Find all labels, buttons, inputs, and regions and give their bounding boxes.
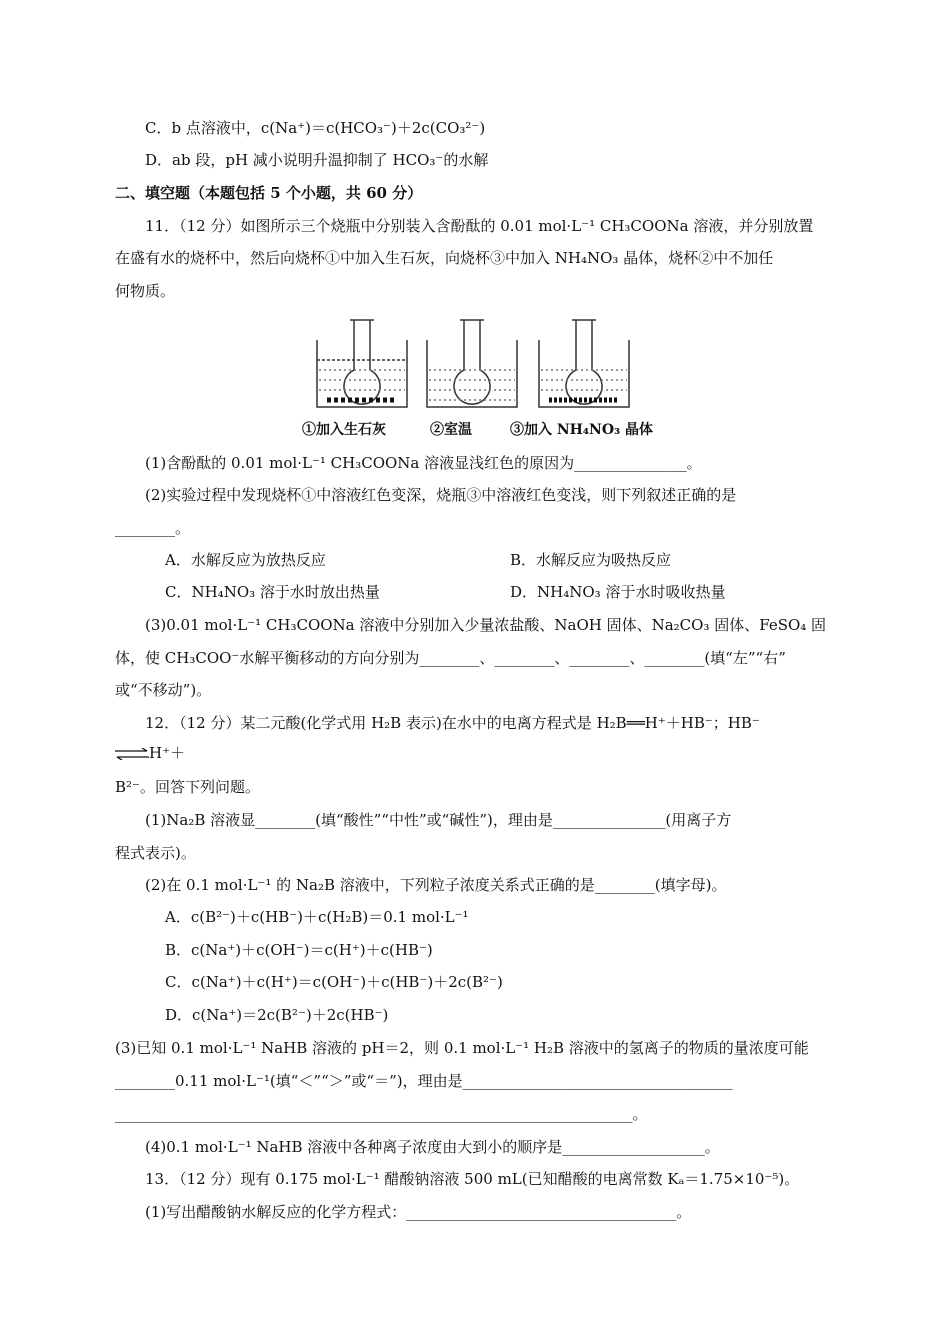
beaker-1 (317, 320, 407, 407)
q12-2-option-d: D．c(Na⁺)＝2c(B²⁻)＋2c(HB⁻) (165, 1006, 389, 1024)
q11-3-line-1: (3)0.01 mol·L⁻¹ CH₃COONa 溶液中分别加入少量浓盐酸、NaOH 固体、Na₂CO₃ 固体、FeSO₄ 固 (145, 616, 827, 634)
q12-3-line-2: ________0.11 mol·L⁻¹(填“＜”“＞”或“＝”)，理由是____________________________________ (115, 1072, 733, 1090)
q12-line-2-text: H⁺＋ (149, 744, 185, 762)
q12-2-option-a: A．c(B²⁻)＋c(HB⁻)＋c(H₂B)＝0.1 mol·L⁻¹ (165, 908, 469, 926)
q11-line-1: 11．（12 分）如图所示三个烧瓶中分别装入含酚酞的 0.01 mol·L⁻¹ CH₃COONa 溶液，并分别放置 (145, 217, 814, 235)
q11-2-line-1: (2)实验过程中发现烧杯①中溶液红色变深，烧瓶③中溶液红色变浅，则下列叙述正确的是 (145, 486, 737, 504)
beaker-2 (427, 320, 517, 407)
option-d: D．ab 段，pH 减小说明升温抑制了 HCO₃⁻的水解 (145, 151, 489, 169)
q13-1: (1)写出醋酸钠水解反应的化学方程式：____________________________________。 (145, 1203, 692, 1221)
beaker-figure (302, 315, 672, 440)
caption-2: ②室温 (430, 422, 472, 438)
q11-3-line-3: 或“不移动”)。 (115, 681, 212, 699)
q11-2-option-a: A．水解反应为放热反应 (165, 551, 326, 569)
q11-2-option-d: D．NH₄NO₃ 溶于水时吸收热量 (510, 583, 726, 601)
q11-1: (1)含酚酞的 0.01 mol·L⁻¹ CH₃COONa 溶液显浅红色的原因为_______________。 (145, 454, 702, 472)
q12-1-line-2: 程式表示)。 (115, 844, 196, 862)
q11-2-line-2: ________。 (115, 519, 191, 537)
q12-line-3: B²⁻。回答下列问题。 (115, 778, 260, 796)
option-c: C．b 点溶液中，c(Na⁺)＝c(HCO₃⁻)＋2c(CO₃²⁻) (145, 119, 486, 137)
q11-line-2: 在盛有水的烧杯中，然后向烧杯①中加入生石灰，向烧杯③中加入 NH₄NO₃ 晶体，烧杯②中不加任 (115, 249, 774, 267)
q12-3-line-1: (3)已知 0.1 mol·L⁻¹ NaHB 溶液的 pH＝2，则 0.1 mol·L⁻¹ H₂B 溶液中的氢离子的物质的量浓度可能 (115, 1039, 809, 1057)
q12-3-line-3: _____________________________________________________________________。 (115, 1105, 648, 1123)
beaker-3 (539, 320, 629, 407)
caption-1: ①加入生石灰 (302, 422, 386, 438)
q12-line-2 (115, 743, 185, 763)
caption-3: ③加入 NH₄NO₃ 晶体 (510, 422, 654, 438)
beakers-illustration (312, 315, 672, 415)
equilibrium-arrow-icon (115, 748, 149, 760)
q11-2-option-b: B．水解反应为吸热反应 (510, 551, 672, 569)
q11-2-option-c: C．NH₄NO₃ 溶于水时放出热量 (165, 583, 380, 601)
q13-line-1: 13．（12 分）现有 0.175 mol·L⁻¹ 醋酸钠溶液 500 mL(已知醋酸的电离常数 Kₐ＝1.75×10⁻⁵)。 (145, 1170, 800, 1188)
q12-2-option-c: C．c(Na⁺)＋c(H⁺)＝c(OH⁻)＋c(HB⁻)＋2c(B²⁻) (165, 973, 503, 991)
q12-2-option-b: B．c(Na⁺)＋c(OH⁻)＝c(H⁺)＋c(HB⁻) (165, 941, 433, 959)
section-title: 二、填空题（本题包括 5 个小题，共 60 分） (115, 184, 423, 202)
q11-3-line-2: 体，使 CH₃COO⁻水解平衡移动的方向分别为________、________、________、________(填“左”“右” (115, 649, 786, 667)
q12-4: (4)0.1 mol·L⁻¹ NaHB 溶液中各种离子浓度由大到小的顺序是___________________。 (145, 1138, 720, 1156)
q12-1-line-1: (1)Na₂B 溶液显________(填“酸性”“中性”或“碱性”)，理由是_______________(用离子方 (145, 811, 732, 829)
q11-line-3: 何物质。 (115, 282, 176, 300)
q12-2: (2)在 0.1 mol·L⁻¹ 的 Na₂B 溶液中，下列粒子浓度关系式正确的是________(填字母)。 (145, 876, 727, 894)
q12-line-1: 12．（12 分）某二元酸(化学式用 H₂B 表示)在水中的电离方程式是 H₂B══H⁺＋HB⁻；HB⁻ (145, 714, 760, 732)
